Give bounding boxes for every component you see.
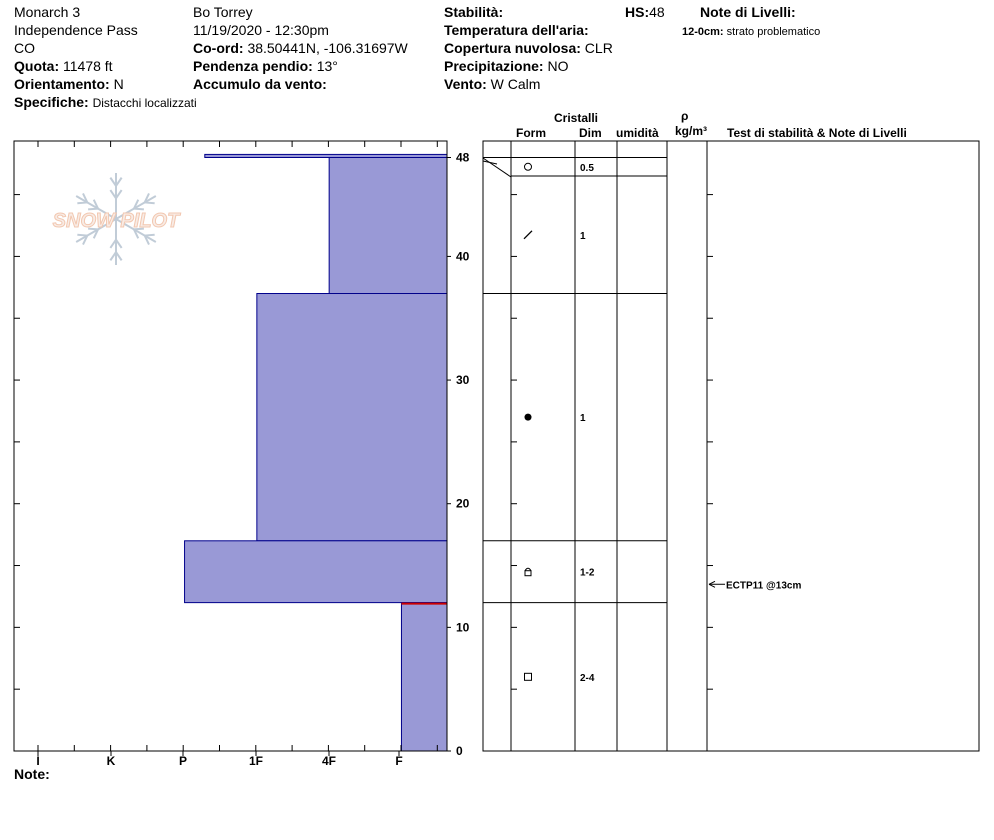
elevation-value: 11478 ft xyxy=(63,58,113,74)
hs-label: HS: xyxy=(625,4,650,20)
crystal-size-label: 1 xyxy=(580,413,586,425)
flake-branch xyxy=(77,202,87,203)
depth-tick-label: 10 xyxy=(456,620,470,635)
density-symbol: ρ xyxy=(681,109,689,123)
layer-notes-title: Note di Livelli: xyxy=(700,4,796,20)
area: Independence Pass xyxy=(14,22,138,38)
hardness-layer-bar xyxy=(185,541,447,603)
hardness-layer-bar xyxy=(401,603,447,751)
watermark-text: SNOW PILOT xyxy=(52,210,180,232)
square-shape xyxy=(525,673,532,680)
air-temp-label: Temperatura dell'aria: xyxy=(444,22,589,38)
depth-tick-label: 30 xyxy=(456,373,470,388)
size-header: Dim xyxy=(579,126,602,140)
hardness-layer-bar xyxy=(257,294,447,541)
slash-shape xyxy=(524,231,532,239)
flake-branch xyxy=(77,235,87,236)
location: Monarch 3 xyxy=(14,4,81,20)
wind-loading-label: Accumulo da vento: xyxy=(193,76,327,92)
form-header: Form xyxy=(516,126,546,140)
moisture-header: umidità xyxy=(616,126,659,140)
precip-label: Precipitazione: xyxy=(444,58,544,74)
observer: Bo Torrey xyxy=(193,4,253,20)
crystal-size-label: 1 xyxy=(580,230,586,242)
hardness-tick-label: I xyxy=(36,754,40,768)
flake-branch xyxy=(145,202,155,203)
aspect-label: Orientamento: xyxy=(14,76,110,92)
precip-value: NO xyxy=(547,58,569,74)
aspect-value: N xyxy=(113,76,124,92)
layer-note-range: 12-0cm: xyxy=(682,26,724,38)
crystal-size-label: 2-4 xyxy=(580,672,595,684)
hardness-tick-label: P xyxy=(178,754,188,768)
circle-shape xyxy=(525,163,532,170)
faceted-rounded-icon xyxy=(525,568,531,576)
slope-value: 13° xyxy=(316,58,338,74)
depth-tick-label: 0 xyxy=(456,744,463,758)
flake-branch xyxy=(145,235,155,236)
stability-notes-header: Test di stabilità & Note di Livelli xyxy=(727,126,907,140)
depth-connector-line xyxy=(483,161,497,164)
snowpilot-watermark xyxy=(53,173,181,265)
hardness-tick-label: K xyxy=(106,754,116,768)
sky-value: CLR xyxy=(584,40,613,56)
depth-tick-label: 40 xyxy=(456,249,470,264)
decomposing-fragment-icon xyxy=(524,231,532,239)
layer-note-text: strato problematico xyxy=(726,26,821,38)
density-unit: kg/m³ xyxy=(675,124,708,138)
elevation-label: Quota: xyxy=(14,58,60,74)
wind-value: W Calm xyxy=(490,76,541,92)
crystals-header: Cristalli xyxy=(554,111,599,125)
notes-label: Note: xyxy=(14,766,50,782)
wind-label: Vento: xyxy=(444,76,487,92)
datetime: 11/19/2020 - 12:30pm xyxy=(193,22,329,38)
stability-test-label: ECTP11 @13cm xyxy=(726,580,802,592)
hardness-tick-label: 1F xyxy=(248,754,264,768)
sky-label: Copertura nuvolosa: xyxy=(444,40,581,56)
hs-value: 48 xyxy=(649,4,665,20)
crystal-table-frame xyxy=(483,141,979,751)
square-shape xyxy=(525,571,531,576)
hardness-tick-label: 4F xyxy=(321,754,337,768)
crystal-size-label: 0.5 xyxy=(580,162,594,174)
specifics-label: Specifiche: xyxy=(14,94,89,110)
slope-label: Pendenza pendio: xyxy=(193,58,313,74)
precipitation-particle-icon xyxy=(525,163,532,170)
coords-label: Co-ord: xyxy=(193,40,244,56)
depth-tick-label: 20 xyxy=(456,496,470,511)
hardness-tick-label: F xyxy=(395,754,403,768)
crystal-size-label: 1-2 xyxy=(580,567,595,579)
hardness-layer-bar xyxy=(329,158,447,294)
rounded-grain-icon xyxy=(525,414,532,421)
faceted-crystal-icon xyxy=(525,673,532,680)
state: CO xyxy=(14,40,35,56)
specifics-value: Distacchi localizzati xyxy=(92,96,197,110)
coords-value: 38.50441N, -106.31697W xyxy=(247,40,408,56)
depth-tick-label: 48 xyxy=(456,150,470,165)
stability-label: Stabilità: xyxy=(444,4,504,20)
depth-connector-line xyxy=(483,158,511,177)
dot-shape xyxy=(525,414,532,421)
